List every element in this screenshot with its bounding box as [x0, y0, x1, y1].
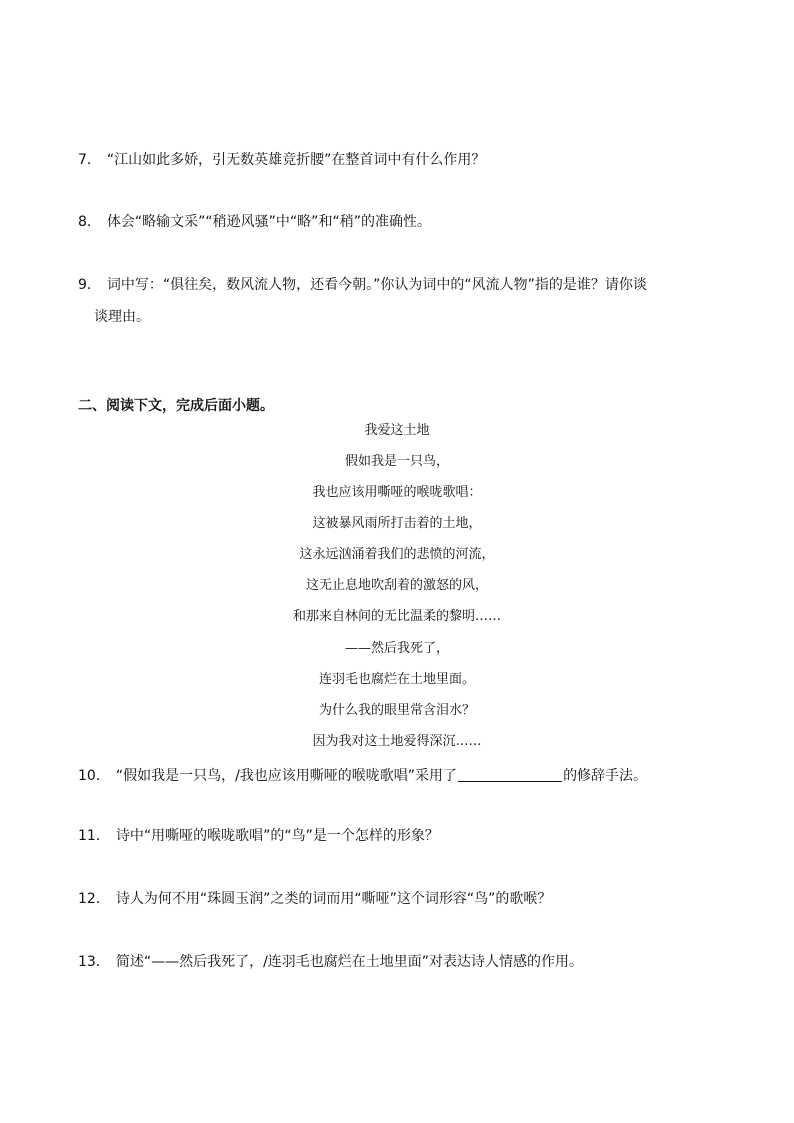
answer-blank[interactable]: [458, 765, 562, 782]
question-number: 12．: [78, 891, 110, 907]
question-number: 13．: [78, 954, 110, 970]
question-text-before: “假如我是一只鸟，/我也应该用嘶哑的喉咙歌唱”采用了: [115, 768, 458, 784]
section-heading: 二、阅读下文，完成后面小题。: [78, 398, 274, 414]
poem-line: 这被暴风雨所打击着的土地，: [312, 516, 482, 531]
question-10: [78, 765, 647, 786]
question-text-after: 的修辞手法。: [563, 768, 648, 784]
question-11: [78, 826, 439, 846]
question-text: 体会“略输文采”“稍逊风骚”中“略”和“稍”的准确性。: [106, 214, 431, 230]
poem-line: 和那来自林间的无比温柔的黎明……: [292, 609, 501, 624]
question-number: 11．: [78, 828, 110, 844]
question-12: [78, 889, 551, 909]
question-text: 简述“——然后我死了，/连羽毛也腐烂在土地里面”对表达诗人情感的作用。: [115, 954, 584, 970]
poem-line: 假如我是一只鸟，: [344, 454, 449, 469]
poem-line: 连羽毛也腐烂在土地里面。: [318, 672, 475, 687]
poem-title: 我爱这土地: [364, 423, 430, 438]
question-number: 8．: [78, 214, 101, 230]
question-7: [78, 150, 485, 170]
question-number: 9．: [78, 277, 101, 293]
poem-line: 这永远汹涌着我们的悲愤的河流，: [299, 547, 495, 562]
question-text: 词中写：“俱往矣，数风流人物，还看今朝。”你认为词中的“风流人物”指的是谁？请你谈: [106, 277, 647, 293]
question-13: [78, 952, 583, 972]
poem-line: ——然后我死了，: [344, 641, 449, 656]
question-9: [78, 275, 647, 295]
question-text: “江山如此多娇，引无数英雄竞折腰”在整首词中有什么作用？: [106, 152, 486, 168]
poem-line: 我也应该用嘶哑的喉咙歌唱：: [312, 485, 482, 500]
poem-line: 因为我对这土地爱得深沉……: [312, 734, 482, 749]
poem-line: 这无止息地吹刮着的激怒的风，: [305, 578, 488, 593]
question-text: 诗中“用嘶哑的喉咙歌唱”的“鸟”是一个怎样的形象？: [115, 828, 439, 844]
question-number: 10．: [78, 768, 110, 784]
poem-line: 为什么我的眼里常含泪水？: [318, 703, 475, 718]
question-number: 7．: [78, 152, 101, 168]
question-text: 诗人为何不用“珠圆玉润”之类的词而用“嘶哑”这个词形容“鸟”的歌喉？: [115, 891, 552, 907]
question-9-continuation: 谈理由。: [94, 309, 150, 325]
question-8: [78, 212, 431, 232]
